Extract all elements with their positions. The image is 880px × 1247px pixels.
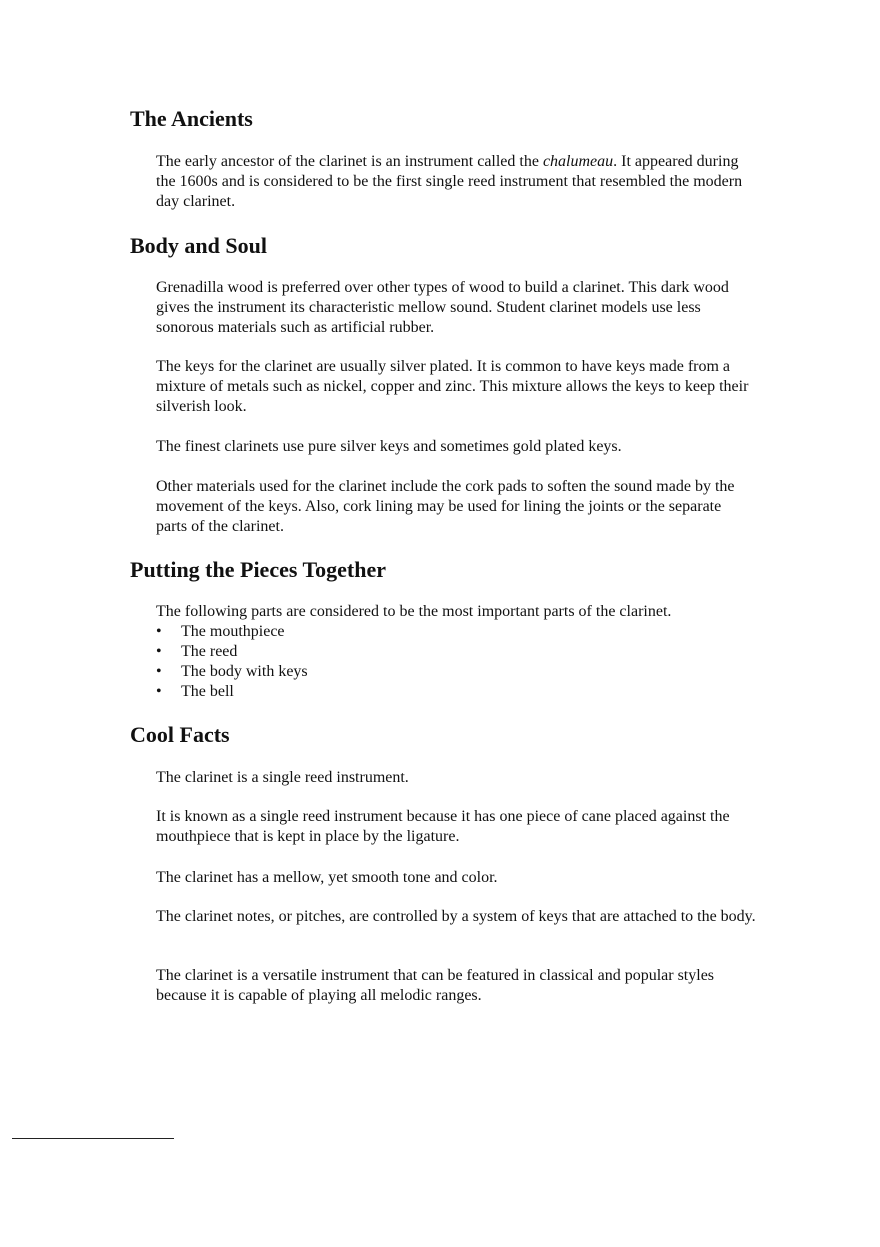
paragraph-fact-pitches: The clarinet notes, or pitches, are controlled by a system of keys that are attached to the body. [156,908,756,925]
bullet-icon: • [156,643,162,660]
paragraph-ancients [156,152,756,212]
paragraph-fact-known-as: It is known as a single reed instrument because it has one piece of cane placed against the mouthpiece that is kept in place by the ligature. [156,808,730,845]
heading-body-and-soul: Body and Soul [130,233,267,258]
paragraph-grenadilla: Grenadilla wood is preferred over other types of wood to build a clarinet. This dark wood gives the instrument its characteristic mellow sound. Student clarinet models use less sonorous materials such as artificial rubber. [156,279,729,336]
paragraph-ancients-text-start: The early ancestor of the clarinet is an instrument called the [156,153,543,170]
list-item-label: The bell [181,683,234,700]
paragraph-fact-single-reed: The clarinet is a single reed instrument. [156,769,409,786]
paragraph-keys: The keys for the clarinet are usually silver plated. It is common to have keys made from a mixture of metals such as nickel, copper and zinc. This mixture allows the keys to keep their silverish look. [156,358,749,415]
paragraph-fact-versatile: The clarinet is a versatile instrument that can be featured in classical and popular styles because it is capable of playing all melodic ranges. [156,967,715,1004]
bullet-icon: • [156,623,162,640]
list-item [156,642,308,662]
paragraph-fact-tone: The clarinet has a mellow, yet smooth tone and color. [156,869,498,886]
chalumeau-term: chalumeau [542,153,614,170]
bullet-icon: • [156,683,162,700]
list-item [156,662,308,682]
paragraph-finest-clarinets: The finest clarinets use pure silver keys and sometimes gold plated keys. [156,438,622,455]
list-item-label: The body with keys [181,663,308,680]
heading-putting-the-pieces-together: Putting the Pieces Together [130,557,387,582]
list-item-label: The reed [181,643,238,660]
list-item [156,682,308,702]
footnote-separator [12,1138,174,1139]
heading-cool-facts: Cool Facts [130,722,230,747]
parts-list [156,622,308,702]
list-item-label: The mouthpiece [181,623,285,640]
paragraph-parts-intro: The following parts are considered to be the most important parts of the clarinet. [156,603,672,620]
paragraph-other-materials: Other materials used for the clarinet include the cork pads to soften the sound made by the movement of the keys. Also, cork lining may be used for lining the joints or the separate parts of the clarinet. [156,478,735,535]
list-item [156,622,308,642]
paragraph-ancients-text-end: . It appeared during the 1600s and is considered to be the first single reed instrument that resembled the modern day clarinet. [156,153,743,210]
bullet-icon: • [156,663,162,680]
heading-the-ancients: The Ancients [130,106,253,131]
